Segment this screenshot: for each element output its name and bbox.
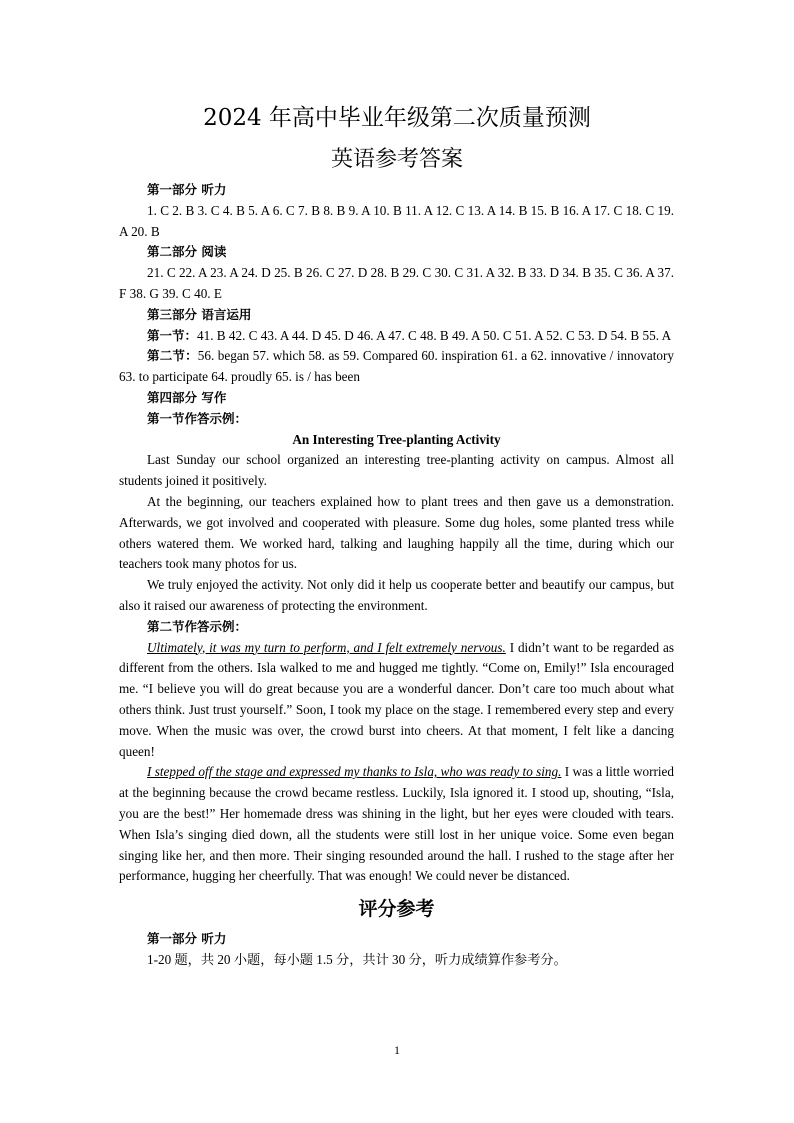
page-number: 1	[394, 1043, 400, 1057]
essay-paragraph: We truly enjoyed the activity. Not only did it help us cooperate better and beautify our campus, but also it raised our awareness of protecting the environment.	[119, 577, 674, 613]
scoring-part1-heading: 第一部分 听力	[147, 931, 227, 947]
section2-label: 第二节：	[147, 348, 198, 364]
continuation-paragraph-2	[119, 762, 674, 887]
scoring-heading: 评分参考	[358, 898, 435, 921]
part1-answers: 1. C 2. B 3. C 4. B 5. A 6. C 7. B 8. B 9. A 10. B 11. A 12. C 13. A 14. B 15. B 16. A 17. C 18. C 19. A 20. B	[119, 202, 674, 239]
continuation-lead-sentence: I stepped off the stage and expressed my thanks to Isla, who was ready to sing.	[147, 764, 562, 780]
section1-answers: 41. B 42. C 43. A 44. D 45. D 46. A 47. C 48. B 49. A 50. C 51. A 52. C 53. D 54. B 55. A	[197, 327, 672, 343]
part2-heading: 第二部分 阅读	[147, 244, 227, 260]
section2-answers: 56. began 57. which 58. as 59. Compared 60. inspiration 61. a 62. innovative / innovatory 63. to participate 64. proudly 65. is / has been	[119, 348, 674, 385]
writing-section2-heading: 第二节作答示例：	[147, 618, 248, 634]
part3-section1	[119, 326, 674, 347]
continuation-body: I was a little worried at the beginning because the crowd became restless. Luckily, Isla ignored it. I stood up, shouting, “Isla, you are the best!” Her homemade dress was shining in the light, but her eyes were clouded with tears. When Isla’s singing died down, all the students were still lost in her unique voice. Some even began singing like her, and then more. Their singing resounded around the hall. I rushed to the stage after her performance, hugging her cheerfully. That was enough! We could never be distanced.	[119, 764, 674, 884]
page-title: 2024 年高中毕业年级第二次质量预测	[203, 105, 591, 131]
essay-title: An Interesting Tree-planting Activity	[292, 431, 501, 447]
answer-content	[119, 180, 674, 971]
essay-paragraph: Last Sunday our school organized an interesting tree-planting activity on campus. Almost all students joined it positively.	[119, 452, 674, 489]
writing-section1-heading: 第一节作答示例：	[147, 410, 248, 426]
part3-heading: 第三部分 语言运用	[147, 306, 252, 322]
page-subtitle: 英语参考答案	[330, 147, 463, 172]
section1-label: 第一节：	[147, 327, 198, 343]
scoring-part1-text: 1-20 题，共 20 小题，每小题 1.5 分，共计 30 分，听力成绩算作参考分。	[147, 951, 567, 967]
part1-heading: 第一部分 听力	[147, 182, 227, 197]
essay-paragraph: At the beginning, our teachers explained how to plant trees and then gave us a demonstration. Afterwards, we got involved and cooperated with pleasure. Some dug holes, some planted tress while others watered them. We worked hard, talking and laughing happily all the time, during which our teachers took many photos for us.	[119, 493, 674, 572]
continuation-paragraph-1	[119, 638, 674, 763]
continuation-body: I didn’t want to be regarded as different from the others. Isla walked to me and hugged me tightly. “Come on, Emily!” Isla encouraged me. “I believe you will do great because you are a wonderful dancer. Don’t care too much about what others think. Just trust yourself.” Soon, I took my place on the stage. I remembered every step and every move. When the music was over, the crowd burst into cheers. At that moment, I felt like a dancing queen!	[119, 639, 674, 759]
part4-heading: 第四部分 写作	[147, 389, 227, 405]
part2-answers: 21. C 22. A 23. A 24. D 25. B 26. C 27. D 28. B 29. C 30. C 31. A 32. B 33. D 34. B 35. C 36. A 37. F 38. G 39. C 40. E	[119, 265, 674, 301]
part3-section2	[119, 346, 674, 388]
continuation-lead-sentence: Ultimately, it was my turn to perform, and I felt extremely nervous.	[147, 639, 506, 655]
